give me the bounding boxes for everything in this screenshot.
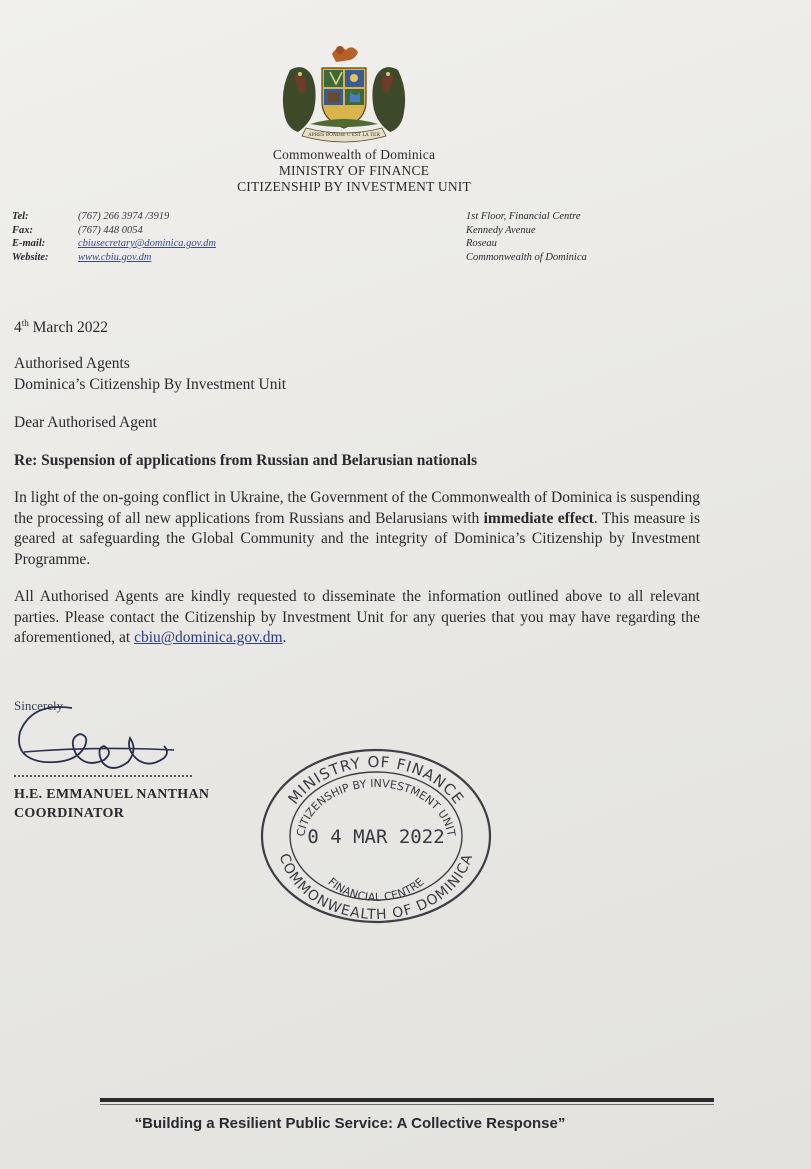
stamp-inner-top-text: CITIZENSHIP BY INVESTMENT UNIT xyxy=(294,776,458,838)
letter-date: 4th March 2022 xyxy=(14,318,108,337)
footer-divider xyxy=(100,1098,714,1102)
stamp-top-text: MINISTRY OF FINANCE xyxy=(284,752,468,808)
signatory-name: H.E. EMMANUEL NANTHAN xyxy=(14,787,210,802)
footer-tagline: “Building a Resilient Public Service: A Collective Response” xyxy=(134,1115,566,1132)
header-ministry: MINISTRY OF FINANCE xyxy=(278,163,430,178)
website-label: Website: xyxy=(12,251,49,263)
recipient-line: Authorised Agents xyxy=(14,355,130,372)
signatory-title: COORDINATOR xyxy=(14,806,125,821)
subject-line: Re: Suspension of applications from Russian and Belarusian nationals xyxy=(14,452,478,469)
contact-details xyxy=(12,210,216,264)
paragraph-1: In light of the on-going conflict in Ukraine, the Government of the Commonwealth of Dominica is suspending the processing of all new applications from Russians and Belarusians with immediate effect. This measure is geared at safeguarding the Global Community and the integrity of Dominica’s Citizenship by Investment Programme. xyxy=(14,489,700,568)
crest-motto: APRES BONDIE C'EST LA TER xyxy=(308,133,380,138)
fax-value: (767) 448 0054 xyxy=(78,224,143,236)
paragraph-2: All Authorised Agents are kindly requested to disseminate the information outlined above to all relevant parties. Please contact the Citizenship by Investment Unit for any queries that you may have regarding the aforementioned, at cbiu@dominica.gov.dm. xyxy=(14,588,700,646)
address-line: Roseau xyxy=(466,238,497,249)
fax-label: Fax: xyxy=(12,224,33,236)
address-line: Commonwealth of Dominica xyxy=(466,251,587,263)
recipient-block xyxy=(14,354,700,395)
salutation: Dear Authorised Agent xyxy=(14,414,157,431)
tel-value: (767) 266 3974 /3919 xyxy=(78,211,170,222)
signature-icon xyxy=(12,690,252,800)
official-stamp-icon xyxy=(258,745,494,927)
contact-email-link[interactable]: cbiu@dominica.gov.dm xyxy=(134,629,283,646)
email-label: E-mail: xyxy=(12,238,46,249)
address-line: 1st Floor, Financial Centre xyxy=(466,211,581,222)
header-unit: CITIZENSHIP BY INVESTMENT UNIT xyxy=(237,179,471,194)
address-line: Kennedy Avenue xyxy=(466,224,536,236)
recipient-line: Dominica’s Citizenship By Investment Unit xyxy=(14,375,287,393)
website-link[interactable]: www.cbiu.gov.dm xyxy=(78,251,152,263)
tel-label: Tel: xyxy=(12,211,29,222)
email-link[interactable]: cbiusecretary@dominica.gov.dm xyxy=(78,238,216,249)
footer-divider-thin xyxy=(100,1104,714,1105)
stamp-bottom-text: COMMONWEALTH OF DOMINICA xyxy=(275,851,477,924)
stamp-date: 0 4 MAR 2022 xyxy=(307,826,445,848)
address-block xyxy=(466,210,587,264)
stamp-inner-bottom-text: FINANCIAL CENTRE xyxy=(325,875,427,905)
coat-of-arms-icon xyxy=(270,40,420,150)
closing-text: Sincerely xyxy=(14,698,64,713)
header-commonwealth: Commonwealth of Dominica xyxy=(272,147,436,162)
